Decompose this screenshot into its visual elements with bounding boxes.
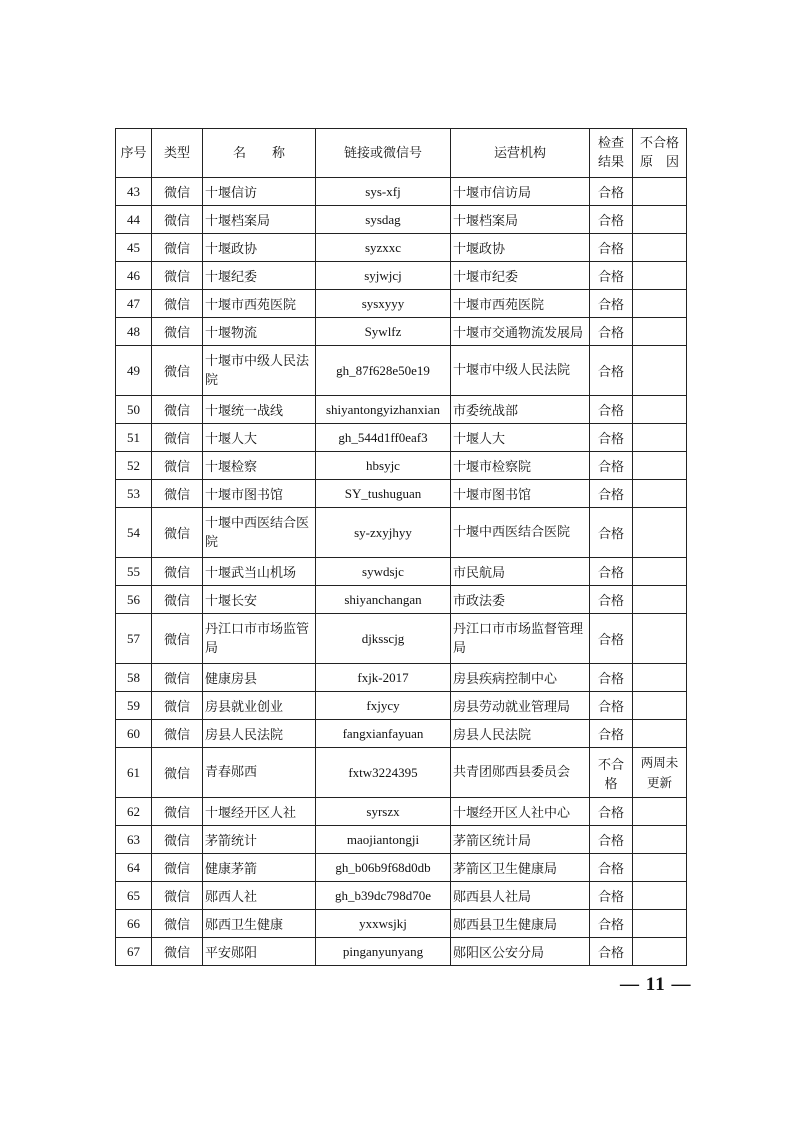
table-row (116, 234, 687, 262)
row-reason (633, 424, 687, 452)
table-row (116, 798, 687, 826)
row-reason (633, 720, 687, 748)
row-index: 47 (116, 290, 152, 318)
row-index: 52 (116, 452, 152, 480)
row-result: 合格 (590, 720, 633, 748)
row-name: 平安郧阳 (203, 938, 316, 966)
row-type: 微信 (152, 558, 203, 586)
row-link: djksscjg (316, 614, 451, 664)
row-index: 55 (116, 558, 152, 586)
row-org: 十堰市纪委 (451, 262, 590, 290)
row-link: yxxwsjkj (316, 910, 451, 938)
row-name: 十堰人大 (203, 424, 316, 452)
row-link: fxtw3224395 (316, 748, 451, 798)
row-result: 合格 (590, 798, 633, 826)
row-index: 54 (116, 508, 152, 558)
row-link: gh_87f628e50e19 (316, 346, 451, 396)
row-reason (633, 692, 687, 720)
row-index: 51 (116, 424, 152, 452)
table-row (116, 586, 687, 614)
row-reason (633, 508, 687, 558)
table-row (116, 480, 687, 508)
row-result: 合格 (590, 938, 633, 966)
row-org: 十堰市西苑医院 (451, 290, 590, 318)
header-result-line1: 检查 (597, 136, 624, 151)
row-link: gh_544d1ff0eaf3 (316, 424, 451, 452)
header-reason-line1: 不合格 (639, 136, 679, 151)
row-org: 市民航局 (451, 558, 590, 586)
row-type: 微信 (152, 614, 203, 664)
row-org: 郧西县卫生健康局 (451, 910, 590, 938)
row-index: 43 (116, 178, 152, 206)
row-result: 合格 (590, 508, 633, 558)
row-name: 健康房县 (203, 664, 316, 692)
row-link: sysxyyy (316, 290, 451, 318)
row-name: 十堰档案局 (203, 206, 316, 234)
table-row (116, 614, 687, 664)
row-reason (633, 558, 687, 586)
row-reason (633, 826, 687, 854)
row-type: 微信 (152, 206, 203, 234)
row-name: 房县就业创业 (203, 692, 316, 720)
row-reason: 两周未更新 (633, 748, 687, 798)
table-row (116, 882, 687, 910)
table-row (116, 290, 687, 318)
row-result: 合格 (590, 318, 633, 346)
table-row (116, 938, 687, 966)
row-type: 微信 (152, 938, 203, 966)
row-index: 63 (116, 826, 152, 854)
row-index: 50 (116, 396, 152, 424)
row-org: 十堰人大 (451, 424, 590, 452)
row-result: 合格 (590, 692, 633, 720)
row-type: 微信 (152, 586, 203, 614)
row-type: 微信 (152, 318, 203, 346)
row-link: sys-xfj (316, 178, 451, 206)
row-org: 十堰市交通物流发展局 (451, 318, 590, 346)
row-link: shiyanchangan (316, 586, 451, 614)
row-name: 十堰统一战线 (203, 396, 316, 424)
row-reason (633, 318, 687, 346)
table-row (116, 558, 687, 586)
table-row (116, 826, 687, 854)
row-org: 十堰市图书馆 (451, 480, 590, 508)
table-row (116, 664, 687, 692)
row-type: 微信 (152, 748, 203, 798)
row-type: 微信 (152, 234, 203, 262)
row-type: 微信 (152, 798, 203, 826)
header-result-line2: 结果 (597, 155, 624, 170)
row-name: 十堰市西苑医院 (203, 290, 316, 318)
row-link: syzxxc (316, 234, 451, 262)
row-org: 茅箭区卫生健康局 (451, 854, 590, 882)
table-row (116, 206, 687, 234)
row-index: 53 (116, 480, 152, 508)
row-result: 合格 (590, 664, 633, 692)
table-row (116, 318, 687, 346)
row-org: 丹江口市市场监督管理局 (451, 614, 590, 664)
row-link: Sywlfz (316, 318, 451, 346)
row-link: SY_tushuguan (316, 480, 451, 508)
header-link: 链接或微信号 (316, 129, 451, 178)
row-link: pinganyunyang (316, 938, 451, 966)
table-row (116, 424, 687, 452)
row-reason (633, 586, 687, 614)
row-type: 微信 (152, 480, 203, 508)
row-result: 合格 (590, 558, 633, 586)
row-name: 茅箭统计 (203, 826, 316, 854)
table-body (116, 178, 687, 966)
row-reason (633, 854, 687, 882)
page-number: — 11 — (620, 974, 692, 995)
row-index: 59 (116, 692, 152, 720)
row-org: 十堰市检察院 (451, 452, 590, 480)
row-reason (633, 882, 687, 910)
row-link: fxjk-2017 (316, 664, 451, 692)
row-org: 茅箭区统计局 (451, 826, 590, 854)
row-name: 十堰政协 (203, 234, 316, 262)
row-link: shiyantongyizhanxian (316, 396, 451, 424)
row-org: 房县疾病控制中心 (451, 664, 590, 692)
row-org: 市委统战部 (451, 396, 590, 424)
table-row (116, 910, 687, 938)
row-result: 合格 (590, 396, 633, 424)
row-link: gh_b39dc798d70e (316, 882, 451, 910)
row-index: 67 (116, 938, 152, 966)
row-index: 45 (116, 234, 152, 262)
row-result: 合格 (590, 262, 633, 290)
header-reason-line2: 原 因 (639, 155, 679, 170)
row-index: 65 (116, 882, 152, 910)
row-reason (633, 614, 687, 664)
row-org: 十堰档案局 (451, 206, 590, 234)
row-index: 66 (116, 910, 152, 938)
row-link: syrszx (316, 798, 451, 826)
row-link: maojiantongji (316, 826, 451, 854)
row-result: 合格 (590, 346, 633, 396)
table-row (116, 178, 687, 206)
row-org: 郧西县人社局 (451, 882, 590, 910)
row-link: sysdag (316, 206, 451, 234)
row-type: 微信 (152, 346, 203, 396)
row-link: fangxianfayuan (316, 720, 451, 748)
row-index: 57 (116, 614, 152, 664)
row-org: 郧阳区公安分局 (451, 938, 590, 966)
row-type: 微信 (152, 692, 203, 720)
row-type: 微信 (152, 452, 203, 480)
header-name: 名 称 (203, 129, 316, 178)
row-name: 健康茅箭 (203, 854, 316, 882)
table-row (116, 508, 687, 558)
row-result: 合格 (590, 178, 633, 206)
row-index: 49 (116, 346, 152, 396)
row-name: 郧西人社 (203, 882, 316, 910)
table-row (116, 262, 687, 290)
row-link: sywdsjc (316, 558, 451, 586)
row-name: 房县人民法院 (203, 720, 316, 748)
row-type: 微信 (152, 424, 203, 452)
row-reason (633, 346, 687, 396)
row-result: 合格 (590, 910, 633, 938)
row-type: 微信 (152, 290, 203, 318)
row-result: 不合格 (590, 748, 633, 798)
header-org: 运营机构 (451, 129, 590, 178)
row-name: 丹江口市市场监管局 (203, 614, 316, 664)
table-row (116, 452, 687, 480)
row-name: 十堰武当山机场 (203, 558, 316, 586)
row-result: 合格 (590, 614, 633, 664)
row-reason (633, 664, 687, 692)
table-row (116, 748, 687, 798)
row-name: 十堰市图书馆 (203, 480, 316, 508)
row-result: 合格 (590, 452, 633, 480)
row-result: 合格 (590, 480, 633, 508)
row-name: 十堰长安 (203, 586, 316, 614)
row-link: gh_b06b9f68d0db (316, 854, 451, 882)
row-name: 郧西卫生健康 (203, 910, 316, 938)
row-index: 46 (116, 262, 152, 290)
row-type: 微信 (152, 178, 203, 206)
row-reason (633, 480, 687, 508)
row-name: 十堰检察 (203, 452, 316, 480)
row-result: 合格 (590, 290, 633, 318)
row-org: 十堰市信访局 (451, 178, 590, 206)
row-type: 微信 (152, 262, 203, 290)
row-org: 十堰政协 (451, 234, 590, 262)
row-result: 合格 (590, 882, 633, 910)
header-reason (633, 129, 687, 178)
row-link: sy-zxyjhyy (316, 508, 451, 558)
row-reason (633, 396, 687, 424)
inspection-table (115, 128, 687, 966)
row-name: 十堰物流 (203, 318, 316, 346)
row-org: 十堰中西医结合医院 (451, 508, 590, 558)
row-org: 十堰市中级人民法院 (451, 346, 590, 396)
table-row (116, 720, 687, 748)
row-type: 微信 (152, 664, 203, 692)
row-result: 合格 (590, 424, 633, 452)
row-org: 十堰经开区人社中心 (451, 798, 590, 826)
row-index: 61 (116, 748, 152, 798)
row-type: 微信 (152, 910, 203, 938)
row-org: 市政法委 (451, 586, 590, 614)
row-type: 微信 (152, 396, 203, 424)
row-index: 48 (116, 318, 152, 346)
row-reason (633, 262, 687, 290)
row-name: 十堰经开区人社 (203, 798, 316, 826)
row-reason (633, 910, 687, 938)
row-name: 十堰纪委 (203, 262, 316, 290)
row-result: 合格 (590, 854, 633, 882)
header-index: 序号 (116, 129, 152, 178)
table-row (116, 396, 687, 424)
row-org: 共青团郧西县委员会 (451, 748, 590, 798)
row-name: 十堰信访 (203, 178, 316, 206)
row-type: 微信 (152, 826, 203, 854)
row-reason (633, 206, 687, 234)
row-reason (633, 178, 687, 206)
row-index: 64 (116, 854, 152, 882)
row-reason (633, 798, 687, 826)
header-type: 类型 (152, 129, 203, 178)
row-org: 房县劳动就业管理局 (451, 692, 590, 720)
row-index: 62 (116, 798, 152, 826)
row-index: 56 (116, 586, 152, 614)
row-reason (633, 938, 687, 966)
row-link: hbsyjc (316, 452, 451, 480)
row-index: 60 (116, 720, 152, 748)
row-link: syjwjcj (316, 262, 451, 290)
row-result: 合格 (590, 234, 633, 262)
table-header-row (116, 129, 687, 178)
table-row (116, 692, 687, 720)
row-name: 十堰中西医结合医院 (203, 508, 316, 558)
header-result (590, 129, 633, 178)
row-org: 房县人民法院 (451, 720, 590, 748)
row-type: 微信 (152, 508, 203, 558)
row-reason (633, 452, 687, 480)
row-type: 微信 (152, 882, 203, 910)
row-type: 微信 (152, 854, 203, 882)
row-result: 合格 (590, 826, 633, 854)
row-type: 微信 (152, 720, 203, 748)
row-name: 十堰市中级人民法院 (203, 346, 316, 396)
row-index: 58 (116, 664, 152, 692)
row-result: 合格 (590, 206, 633, 234)
table-row (116, 854, 687, 882)
row-reason (633, 234, 687, 262)
row-reason (633, 290, 687, 318)
row-name: 青春郧西 (203, 748, 316, 798)
row-result: 合格 (590, 586, 633, 614)
row-link: fxjycy (316, 692, 451, 720)
row-index: 44 (116, 206, 152, 234)
table-row (116, 346, 687, 396)
